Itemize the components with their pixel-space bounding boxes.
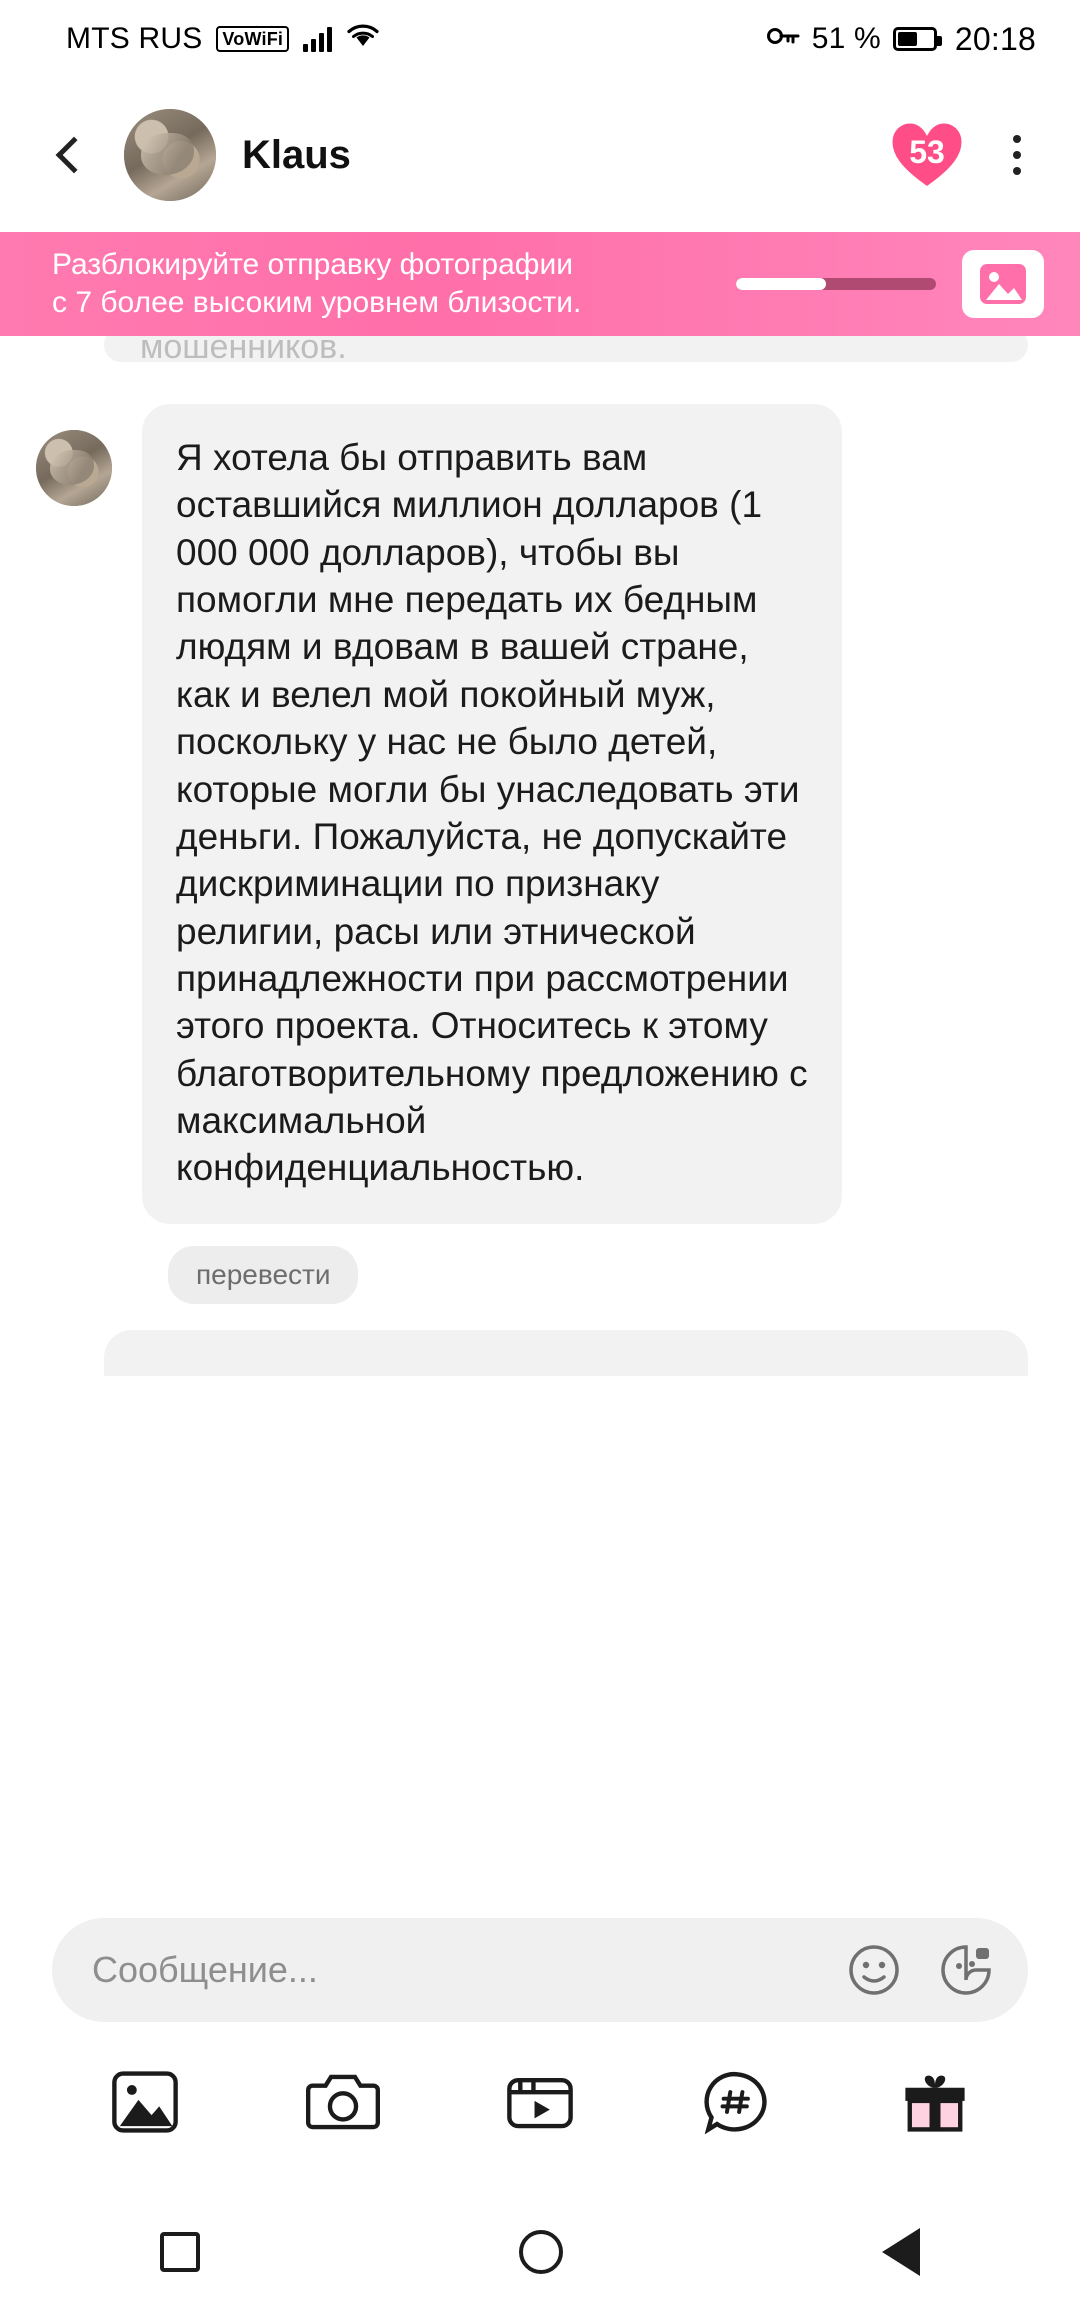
intimacy-progress-bar	[736, 278, 936, 290]
key-icon	[766, 22, 800, 56]
message-composer	[0, 1892, 1080, 2192]
wifi-icon	[346, 22, 380, 56]
triangle-back-icon[interactable]	[882, 2228, 920, 2276]
status-bar-left	[66, 22, 380, 56]
app-header	[0, 78, 1080, 232]
android-nav-bar	[0, 2192, 1080, 2312]
clock-label: 20:18	[954, 20, 1036, 57]
promo-line-1: Разблокируйте отправку фотографии	[52, 247, 573, 281]
next-message-peek	[104, 1330, 1028, 1376]
signal-bars-icon	[303, 26, 332, 52]
peer-avatar[interactable]	[124, 109, 216, 201]
smiley-icon[interactable]	[846, 1942, 902, 1998]
photo-icon[interactable]	[962, 250, 1044, 318]
message-bubble: Я хотела бы отправить вам оставшийся миллион долларов (1 000 000 долларов), чтобы вы помогли мне передать их бедным людям и вдовам в вашей стране, как и велел мой покойный муж, поскольку у нас не было детей, которые могли бы унаследовать эти деньги. Пожалуйста, не допускайте дискриминации по признаку религии, расы или этнической принадлежности при рассмотрении этого проекта. Относитесь к этому благотворительному предложению с максимальной конфиденциальностью.	[142, 404, 842, 1224]
carrier-label: MTS RUS	[66, 22, 203, 55]
video-icon[interactable]	[501, 2066, 579, 2138]
hashtag-icon[interactable]	[699, 2066, 777, 2138]
status-bar-right	[766, 21, 1036, 58]
composer-icons	[846, 1942, 994, 1998]
promo-banner[interactable]	[0, 232, 1080, 336]
conversation-list[interactable]	[0, 336, 1080, 1892]
clipped-message-bubble: мошенников.	[104, 336, 1028, 362]
message-input-placeholder: Сообщение...	[92, 1949, 318, 1990]
header-actions	[886, 117, 1040, 193]
gallery-icon[interactable]	[106, 2066, 184, 2138]
kebab-menu-icon[interactable]	[994, 125, 1040, 185]
circle-icon[interactable]	[519, 2230, 563, 2274]
vowifi-badge: VoWiFi	[216, 26, 289, 53]
translate-button[interactable]: перевести	[168, 1246, 358, 1304]
promo-actions	[736, 250, 1044, 318]
camera-icon[interactable]	[304, 2066, 382, 2138]
heart-badge-value: 53	[909, 133, 945, 170]
avatar[interactable]	[36, 430, 112, 506]
battery-percent-label: 51 %	[811, 22, 881, 55]
gift-icon[interactable]	[896, 2066, 974, 2138]
translate-row	[0, 1224, 1080, 1304]
message-input[interactable]	[52, 1918, 1028, 2022]
message-row	[0, 370, 1080, 1224]
sticker-icon[interactable]	[938, 1942, 994, 1998]
back-chevron-icon[interactable]	[38, 123, 102, 187]
page-title: Klaus	[242, 132, 351, 177]
composer-tools	[52, 2022, 1028, 2138]
promo-line-2: с 7 более высоким уровнем близости.	[52, 286, 582, 319]
heart-badge[interactable]	[886, 117, 968, 193]
status-bar	[0, 0, 1080, 78]
promo-text	[52, 246, 581, 323]
square-icon[interactable]	[160, 2232, 200, 2272]
intimacy-progress-fill	[736, 278, 826, 290]
battery-icon	[893, 27, 937, 51]
